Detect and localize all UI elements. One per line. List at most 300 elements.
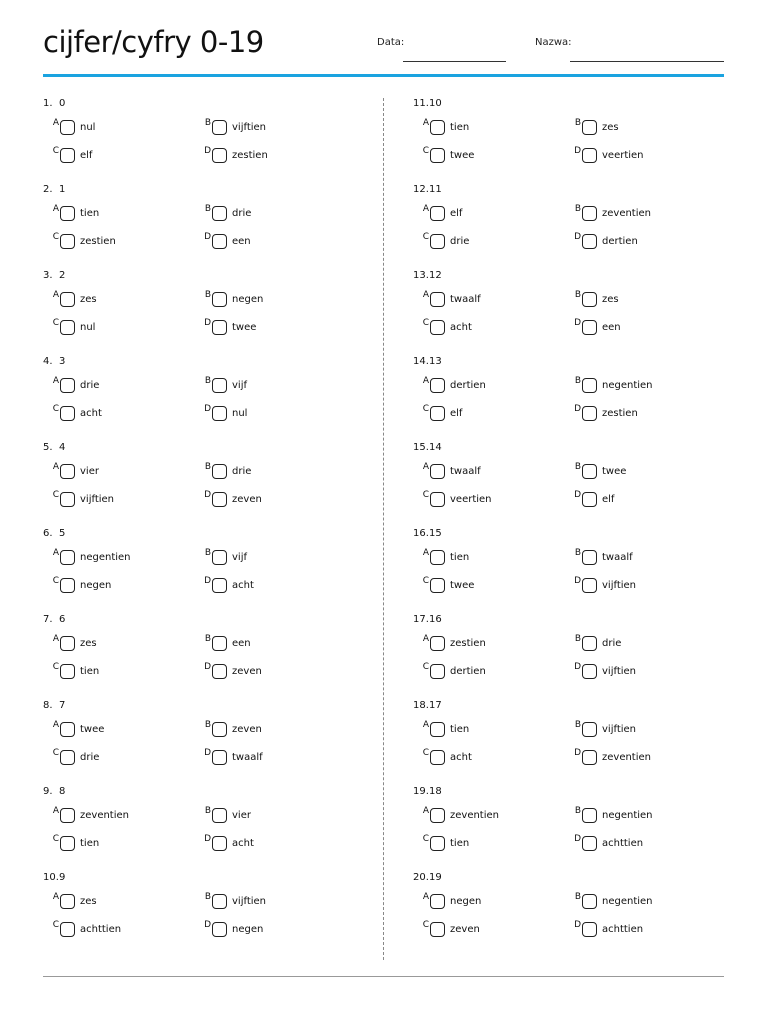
answer-checkbox[interactable] bbox=[212, 492, 227, 507]
answer-option[interactable] bbox=[49, 634, 97, 652]
answer-option[interactable] bbox=[571, 462, 626, 480]
question-number: 2. bbox=[43, 184, 53, 195]
answer-checkbox[interactable] bbox=[582, 120, 597, 135]
option-letter: A bbox=[422, 634, 429, 644]
footer-rule bbox=[43, 976, 724, 977]
answer-checkbox[interactable] bbox=[582, 206, 597, 221]
question-prompt: 18 bbox=[429, 786, 442, 797]
header-rule bbox=[43, 74, 724, 77]
option-text: dertien bbox=[450, 379, 486, 391]
option-letter: A bbox=[52, 290, 59, 300]
answer-checkbox[interactable] bbox=[60, 664, 75, 679]
answer-checkbox[interactable] bbox=[212, 722, 227, 737]
answer-checkbox[interactable] bbox=[212, 148, 227, 163]
option-letter: B bbox=[204, 290, 211, 300]
option-text: twee bbox=[602, 465, 627, 477]
question-header bbox=[43, 527, 378, 545]
answer-option[interactable] bbox=[201, 720, 262, 738]
answer-option[interactable] bbox=[201, 662, 262, 680]
question-prompt: 7 bbox=[59, 700, 66, 711]
answer-checkbox[interactable] bbox=[60, 836, 75, 851]
question bbox=[413, 183, 748, 269]
answer-checkbox[interactable] bbox=[582, 320, 597, 335]
option-text: vijftien bbox=[602, 579, 637, 591]
option-text: vijftien bbox=[232, 895, 267, 907]
answer-checkbox[interactable] bbox=[212, 578, 227, 593]
option-text: dertien bbox=[602, 235, 638, 247]
option-letter: A bbox=[422, 204, 429, 214]
question bbox=[413, 441, 748, 527]
answer-checkbox[interactable] bbox=[430, 120, 445, 135]
question-prompt: 1 bbox=[59, 184, 66, 195]
option-text: tien bbox=[450, 121, 470, 133]
option-letter: C bbox=[422, 662, 429, 672]
option-text: zeven bbox=[232, 493, 262, 505]
option-text: tien bbox=[80, 207, 100, 219]
option-letter: D bbox=[574, 834, 581, 844]
question-number: 4. bbox=[43, 356, 53, 367]
answer-option[interactable] bbox=[49, 290, 97, 308]
question-prompt: 14 bbox=[429, 442, 442, 453]
option-text: tien bbox=[80, 837, 100, 849]
answer-option[interactable] bbox=[419, 462, 481, 480]
option-text: een bbox=[602, 321, 621, 333]
answer-option[interactable] bbox=[571, 146, 644, 164]
answer-checkbox[interactable] bbox=[582, 464, 597, 479]
question-header bbox=[43, 785, 378, 803]
answer-option[interactable] bbox=[49, 548, 131, 566]
answer-option[interactable] bbox=[419, 404, 462, 422]
question-prompt: 11 bbox=[429, 184, 442, 195]
option-letter: D bbox=[204, 318, 211, 328]
answer-option[interactable] bbox=[201, 404, 247, 422]
answer-option[interactable] bbox=[49, 318, 95, 336]
question bbox=[43, 527, 378, 613]
answer-checkbox[interactable] bbox=[430, 894, 445, 909]
answer-checkbox[interactable] bbox=[60, 464, 75, 479]
answer-option[interactable] bbox=[419, 290, 481, 308]
answer-checkbox[interactable] bbox=[212, 206, 227, 221]
option-text: veertien bbox=[602, 149, 644, 161]
answer-option[interactable] bbox=[201, 318, 256, 336]
question-header bbox=[43, 355, 378, 373]
answer-checkbox[interactable] bbox=[582, 922, 597, 937]
option-letter: C bbox=[52, 232, 59, 242]
answer-checkbox[interactable] bbox=[212, 664, 227, 679]
answer-checkbox[interactable] bbox=[60, 750, 75, 765]
answer-checkbox[interactable] bbox=[60, 550, 75, 565]
answer-checkbox[interactable] bbox=[212, 894, 227, 909]
option-letter: A bbox=[52, 892, 59, 902]
option-text: acht bbox=[450, 321, 472, 333]
answer-option[interactable] bbox=[419, 662, 486, 680]
answer-option[interactable] bbox=[49, 662, 99, 680]
answer-option[interactable] bbox=[49, 376, 99, 394]
option-letter: C bbox=[52, 490, 59, 500]
question bbox=[413, 355, 748, 441]
option-letter: C bbox=[52, 748, 59, 758]
question-prompt: 10 bbox=[429, 98, 442, 109]
answer-option[interactable] bbox=[419, 490, 492, 508]
answer-option[interactable] bbox=[571, 748, 651, 766]
answer-option[interactable] bbox=[571, 720, 636, 738]
answer-option[interactable] bbox=[201, 490, 262, 508]
answer-checkbox[interactable] bbox=[212, 320, 227, 335]
option-text: een bbox=[232, 235, 251, 247]
question-prompt: 9 bbox=[59, 872, 66, 883]
answer-option[interactable] bbox=[419, 720, 469, 738]
option-text: twaalf bbox=[450, 293, 481, 305]
option-letter: D bbox=[574, 404, 581, 414]
answer-option[interactable] bbox=[201, 146, 268, 164]
option-letter: C bbox=[422, 576, 429, 586]
option-text: achttien bbox=[80, 923, 122, 935]
answer-checkbox[interactable] bbox=[582, 234, 597, 249]
answer-option[interactable] bbox=[201, 806, 251, 824]
option-text: twee bbox=[232, 321, 257, 333]
answer-option[interactable] bbox=[201, 748, 263, 766]
option-letter: D bbox=[574, 490, 581, 500]
answer-checkbox[interactable] bbox=[582, 722, 597, 737]
answer-checkbox[interactable] bbox=[582, 378, 597, 393]
option-letter: D bbox=[574, 748, 581, 758]
answer-option[interactable] bbox=[419, 748, 472, 766]
answer-option[interactable] bbox=[571, 290, 619, 308]
option-letter: A bbox=[52, 634, 59, 644]
option-letter: C bbox=[422, 920, 429, 930]
option-text: nul bbox=[80, 321, 96, 333]
option-text: zestien bbox=[450, 637, 486, 649]
answer-checkbox[interactable] bbox=[582, 750, 597, 765]
questions-left-column bbox=[43, 97, 378, 957]
option-text: tien bbox=[80, 665, 100, 677]
answer-option[interactable] bbox=[571, 834, 643, 852]
answer-checkbox[interactable] bbox=[60, 234, 75, 249]
option-letter: B bbox=[204, 118, 211, 128]
answer-checkbox[interactable] bbox=[60, 636, 75, 651]
option-text: drie bbox=[232, 465, 252, 477]
option-letter: D bbox=[204, 232, 211, 242]
answer-option[interactable] bbox=[49, 232, 116, 250]
answer-option[interactable] bbox=[49, 892, 97, 910]
option-letter: B bbox=[574, 290, 581, 300]
option-letter: B bbox=[204, 806, 211, 816]
answer-checkbox[interactable] bbox=[582, 894, 597, 909]
option-text: zestien bbox=[602, 407, 638, 419]
answer-checkbox[interactable] bbox=[60, 808, 75, 823]
answer-option[interactable] bbox=[49, 146, 92, 164]
answer-checkbox[interactable] bbox=[60, 922, 75, 937]
option-letter: A bbox=[422, 720, 429, 730]
answer-checkbox[interactable] bbox=[430, 464, 445, 479]
option-letter: C bbox=[422, 834, 429, 844]
option-text: twaalf bbox=[450, 465, 481, 477]
answer-checkbox[interactable] bbox=[60, 120, 75, 135]
question bbox=[413, 269, 748, 355]
answer-checkbox[interactable] bbox=[212, 636, 227, 651]
answer-option[interactable] bbox=[201, 834, 254, 852]
option-letter: C bbox=[422, 748, 429, 758]
answer-option[interactable] bbox=[49, 118, 95, 136]
option-text: drie bbox=[232, 207, 252, 219]
answer-option[interactable] bbox=[571, 404, 638, 422]
option-text: nul bbox=[80, 121, 96, 133]
option-letter: A bbox=[52, 720, 59, 730]
option-letter: B bbox=[204, 462, 211, 472]
option-text: elf bbox=[80, 149, 93, 161]
answer-option[interactable] bbox=[571, 490, 614, 508]
option-text: twee bbox=[80, 723, 105, 735]
answer-checkbox[interactable] bbox=[430, 836, 445, 851]
question bbox=[43, 269, 378, 355]
answer-option[interactable] bbox=[419, 232, 469, 250]
answer-option[interactable] bbox=[201, 204, 251, 222]
answer-checkbox[interactable] bbox=[430, 148, 445, 163]
question-number: 17. bbox=[413, 614, 429, 625]
answer-checkbox[interactable] bbox=[582, 578, 597, 593]
question bbox=[413, 527, 748, 613]
answer-checkbox[interactable] bbox=[60, 722, 75, 737]
answer-option[interactable] bbox=[419, 376, 486, 394]
answer-checkbox[interactable] bbox=[430, 808, 445, 823]
answer-checkbox[interactable] bbox=[212, 922, 227, 937]
answer-option[interactable] bbox=[419, 548, 469, 566]
answer-option[interactable] bbox=[49, 490, 114, 508]
answer-checkbox[interactable] bbox=[582, 550, 597, 565]
option-letter: A bbox=[422, 290, 429, 300]
option-text: zes bbox=[80, 637, 97, 649]
answer-option[interactable] bbox=[419, 118, 469, 136]
answer-checkbox[interactable] bbox=[582, 808, 597, 823]
answer-checkbox[interactable] bbox=[582, 292, 597, 307]
question-number: 20. bbox=[413, 872, 429, 883]
option-text: twee bbox=[450, 149, 475, 161]
option-text: zeventien bbox=[450, 809, 499, 821]
question-header bbox=[43, 97, 378, 115]
answer-checkbox[interactable] bbox=[60, 894, 75, 909]
answer-option[interactable] bbox=[201, 232, 251, 250]
answer-option[interactable] bbox=[201, 576, 254, 594]
question-header bbox=[413, 269, 748, 287]
answer-option[interactable] bbox=[571, 376, 653, 394]
answer-checkbox[interactable] bbox=[430, 550, 445, 565]
question-header bbox=[43, 871, 378, 889]
answer-checkbox[interactable] bbox=[582, 148, 597, 163]
answer-checkbox[interactable] bbox=[60, 378, 75, 393]
option-text: vier bbox=[80, 465, 99, 477]
question-header bbox=[413, 355, 748, 373]
answer-option[interactable] bbox=[571, 662, 636, 680]
option-text: veertien bbox=[450, 493, 492, 505]
answer-checkbox[interactable] bbox=[60, 320, 75, 335]
option-letter: A bbox=[422, 806, 429, 816]
question bbox=[413, 613, 748, 699]
answer-checkbox[interactable] bbox=[430, 206, 445, 221]
answer-option[interactable] bbox=[571, 232, 638, 250]
question-number: 14. bbox=[413, 356, 429, 367]
question-prompt: 2 bbox=[59, 270, 66, 281]
question-prompt: 13 bbox=[429, 356, 442, 367]
answer-option[interactable] bbox=[419, 634, 486, 652]
answer-checkbox[interactable] bbox=[212, 750, 227, 765]
option-letter: D bbox=[204, 662, 211, 672]
answer-option[interactable] bbox=[419, 146, 474, 164]
question-header bbox=[413, 441, 748, 459]
question-number: 10. bbox=[43, 872, 59, 883]
option-letter: D bbox=[204, 748, 211, 758]
option-letter: B bbox=[574, 892, 581, 902]
option-text: zeventien bbox=[602, 207, 651, 219]
answer-checkbox[interactable] bbox=[60, 206, 75, 221]
answer-checkbox[interactable] bbox=[60, 148, 75, 163]
answer-option[interactable] bbox=[49, 462, 99, 480]
answer-option[interactable] bbox=[201, 376, 247, 394]
answer-option[interactable] bbox=[419, 834, 469, 852]
question-header bbox=[43, 613, 378, 631]
option-text: negen bbox=[232, 923, 264, 935]
option-letter: A bbox=[52, 118, 59, 128]
answer-option[interactable] bbox=[571, 920, 643, 938]
answer-option[interactable] bbox=[201, 462, 251, 480]
option-text: negentien bbox=[80, 551, 131, 563]
answer-checkbox[interactable] bbox=[582, 492, 597, 507]
answer-option[interactable] bbox=[201, 892, 266, 910]
answer-option[interactable] bbox=[49, 576, 111, 594]
answer-option[interactable] bbox=[419, 204, 462, 222]
option-letter: C bbox=[422, 404, 429, 414]
answer-option[interactable] bbox=[49, 404, 102, 422]
question-number: 11. bbox=[413, 98, 429, 109]
answer-option[interactable] bbox=[49, 204, 99, 222]
option-letter: C bbox=[422, 146, 429, 156]
option-text: zes bbox=[602, 293, 619, 305]
answer-option[interactable] bbox=[419, 920, 480, 938]
date-field[interactable] bbox=[403, 61, 506, 62]
answer-checkbox[interactable] bbox=[430, 292, 445, 307]
option-text: elf bbox=[602, 493, 615, 505]
question-prompt: 0 bbox=[59, 98, 66, 109]
option-letter: B bbox=[574, 462, 581, 472]
option-letter: B bbox=[574, 204, 581, 214]
option-text: zestien bbox=[232, 149, 268, 161]
answer-checkbox[interactable] bbox=[582, 664, 597, 679]
question bbox=[413, 699, 748, 785]
questions-right-column bbox=[413, 97, 748, 957]
answer-option[interactable] bbox=[49, 748, 99, 766]
answer-checkbox[interactable] bbox=[430, 664, 445, 679]
answer-checkbox[interactable] bbox=[212, 292, 227, 307]
question-prompt: 15 bbox=[429, 528, 442, 539]
option-letter: B bbox=[574, 720, 581, 730]
answer-option[interactable] bbox=[49, 720, 104, 738]
question-prompt: 17 bbox=[429, 700, 442, 711]
answer-checkbox[interactable] bbox=[212, 550, 227, 565]
option-letter: C bbox=[52, 146, 59, 156]
option-letter: D bbox=[574, 232, 581, 242]
answer-checkbox[interactable] bbox=[430, 922, 445, 937]
option-text: dertien bbox=[450, 665, 486, 677]
answer-option[interactable] bbox=[571, 806, 653, 824]
answer-checkbox[interactable] bbox=[212, 464, 227, 479]
option-letter: B bbox=[574, 118, 581, 128]
answer-checkbox[interactable] bbox=[212, 406, 227, 421]
option-text: negen bbox=[232, 293, 264, 305]
answer-option[interactable] bbox=[571, 576, 636, 594]
question-number: 8. bbox=[43, 700, 53, 711]
answer-option[interactable] bbox=[49, 920, 121, 938]
option-letter: C bbox=[52, 318, 59, 328]
answer-checkbox[interactable] bbox=[430, 320, 445, 335]
answer-option[interactable] bbox=[201, 118, 266, 136]
option-text: nul bbox=[232, 407, 248, 419]
answer-checkbox[interactable] bbox=[430, 750, 445, 765]
answer-checkbox[interactable] bbox=[430, 578, 445, 593]
answer-option[interactable] bbox=[419, 318, 472, 336]
answer-option[interactable] bbox=[419, 806, 499, 824]
question bbox=[43, 785, 378, 871]
answer-option[interactable] bbox=[571, 548, 633, 566]
question-header bbox=[413, 613, 748, 631]
question-number: 15. bbox=[413, 442, 429, 453]
option-letter: A bbox=[422, 376, 429, 386]
name-field[interactable] bbox=[570, 61, 724, 62]
option-text: vijftien bbox=[80, 493, 115, 505]
option-text: tien bbox=[450, 551, 470, 563]
answer-option[interactable] bbox=[201, 290, 263, 308]
answer-checkbox[interactable] bbox=[430, 492, 445, 507]
answer-checkbox[interactable] bbox=[582, 836, 597, 851]
answer-option[interactable] bbox=[571, 204, 651, 222]
answer-checkbox[interactable] bbox=[60, 492, 75, 507]
answer-option[interactable] bbox=[201, 920, 263, 938]
answer-checkbox[interactable] bbox=[60, 292, 75, 307]
answer-option[interactable] bbox=[201, 634, 251, 652]
answer-checkbox[interactable] bbox=[212, 234, 227, 249]
answer-option[interactable] bbox=[49, 834, 99, 852]
answer-checkbox[interactable] bbox=[430, 378, 445, 393]
answer-option[interactable] bbox=[571, 318, 621, 336]
answer-option[interactable] bbox=[419, 576, 474, 594]
answer-checkbox[interactable] bbox=[212, 808, 227, 823]
answer-checkbox[interactable] bbox=[582, 406, 597, 421]
answer-checkbox[interactable] bbox=[582, 636, 597, 651]
question-header bbox=[413, 527, 748, 545]
option-letter: D bbox=[204, 920, 211, 930]
question bbox=[413, 871, 748, 957]
answer-option[interactable] bbox=[49, 806, 129, 824]
answer-checkbox[interactable] bbox=[212, 378, 227, 393]
question-header bbox=[413, 97, 748, 115]
option-letter: B bbox=[204, 376, 211, 386]
question bbox=[43, 97, 378, 183]
answer-option[interactable] bbox=[419, 892, 481, 910]
answer-option[interactable] bbox=[571, 118, 619, 136]
answer-checkbox[interactable] bbox=[430, 234, 445, 249]
answer-option[interactable] bbox=[571, 892, 653, 910]
option-text: twaalf bbox=[602, 551, 633, 563]
answer-checkbox[interactable] bbox=[60, 406, 75, 421]
answer-checkbox[interactable] bbox=[212, 120, 227, 135]
answer-checkbox[interactable] bbox=[430, 636, 445, 651]
answer-checkbox[interactable] bbox=[430, 406, 445, 421]
answer-checkbox[interactable] bbox=[430, 722, 445, 737]
answer-option[interactable] bbox=[571, 634, 621, 652]
answer-checkbox[interactable] bbox=[60, 578, 75, 593]
answer-checkbox[interactable] bbox=[212, 836, 227, 851]
answer-option[interactable] bbox=[201, 548, 247, 566]
option-text: zeven bbox=[450, 923, 480, 935]
question-number: 9. bbox=[43, 786, 53, 797]
